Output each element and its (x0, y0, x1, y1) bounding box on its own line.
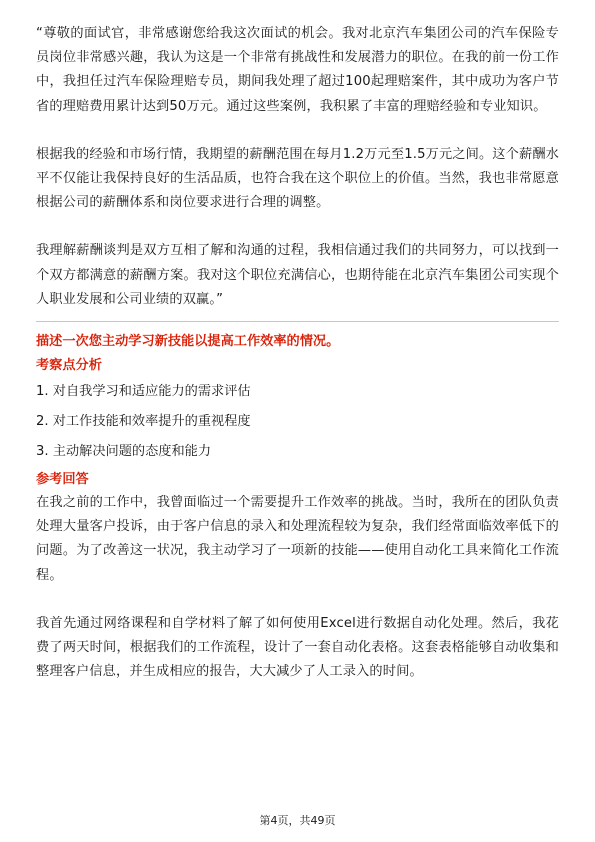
intro-paragraph-1: “尊敬的面试官，非常感谢您给我这次面试的机会。我对北京汽车集团公司的汽车保险专员岗位非常感兴趣，我认为这是一个非常有挑战性和发展潜力的职位。在我的前一份工作中，我担任过汽车保险理赔专员，期间我处理了超过100起理赔案件，其中成功为客户节省的理赔费用累计达到50万元。通过这些案例，我积累了丰富的理赔经验和专业知识。 (36, 26, 559, 114)
paragraph-gap (36, 588, 559, 612)
analysis-item-1: 1. 对自我学习和适应能力的需求评估 (36, 384, 251, 400)
answer-paragraph-2: 我首先通过网络课程和自学材料了解了如何使用Excel进行数据自动化处理。然后，我花费了两天时间，根据我们的工作流程，设计了一套自动化表格。这套表格能够自动收集和整理客户信息，并生成相应的报告，大大减少了人工录入的时间。 (36, 615, 559, 680)
answer-title: 参考回答 (36, 472, 89, 488)
section-divider (36, 321, 559, 322)
intro-paragraph-2: 根据我的经验和市场行情，我期望的薪酬范围在每月1.2万元至1.5万元之间。这个薪酬水平不仅能让我保持良好的生活品质，也符合我在这个职位上的价值。当然，我也非常愿意根据公司的薪酬体系和岗位要求进行合理的调整。 (36, 146, 559, 211)
analysis-item-2: 2. 对工作技能和效率提升的重视程度 (36, 414, 251, 430)
paragraph-gap (36, 119, 559, 143)
analysis-title: 考察点分析 (36, 358, 102, 374)
answer-paragraph-1: 在我之前的工作中，我曾面临过一个需要提升工作效率的挑战。当时，我所在的团队负责处理大量客户投诉，由于客户信息的录入和处理流程较为复杂，我们经常面临效率低下的问题。为了改善这一状况，我主动学习了一项新的技能——使用自动化工具来简化工作流程。 (36, 495, 559, 583)
page-footer: 第4页，共49页 (259, 814, 336, 827)
analysis-item-3: 3. 主动解决问题的态度和能力 (36, 444, 212, 460)
analysis-list (36, 377, 559, 467)
interview-question: 描述一次您主动学习新技能以提高工作效率的情况。 (36, 334, 340, 350)
intro-paragraph-3: 我理解薪酬谈判是双方互相了解和沟通的过程，我相信通过我们的共同努力，可以找到一个双方都满意的薪酬方案。我对这个职位充满信心，也期待能在北京汽车集团公司实现个人职业发展和公司业绩的双赢。” (36, 243, 559, 307)
document-page (36, 22, 559, 684)
paragraph-gap (36, 215, 559, 239)
